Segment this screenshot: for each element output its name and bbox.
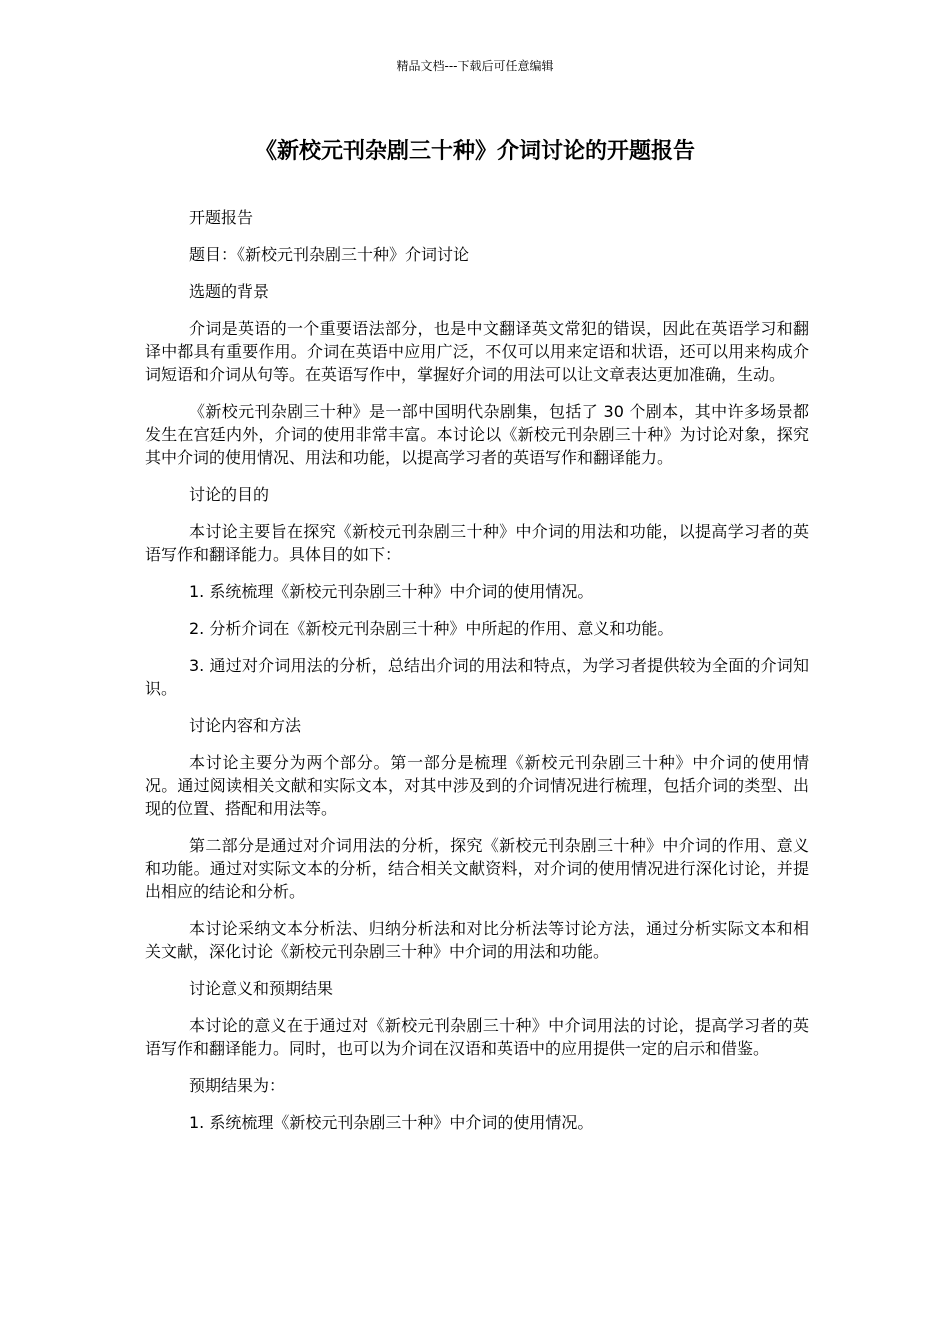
body-paragraph: 第二部分是通过对介词用法的分析，探究《新校元刊杂剧三十种》中介词的作用、意义和功能。通过对实际文本的分析，结合相关文献资料，对介词的使用情况进行深化讨论，并提出相应的结论和分析。 [145, 836, 809, 901]
body-paragraph: 预期结果为： [189, 1076, 286, 1095]
body-paragraph: 《新校元刊杂剧三十种》是一部中国明代杂剧集，包括了 30 个剧本，其中许多场景都发生在宫廷内外，介词的使用非常丰富。本讨论以《新校元刊杂剧三十种》为讨论对象，探究其中介词的使用情况、用法和功能，以提高学习者的英语写作和翻译能力。 [145, 402, 809, 467]
list-item: 2. 分析介词在《新校元刊杂剧三十种》中所起的作用、意义和功能。 [189, 619, 674, 638]
body-paragraph: 本讨论的意义在于通过对《新校元刊杂剧三十种》中介词用法的讨论，提高学习者的英语写作和翻译能力。同时，也可以为介词在汉语和英语中的应用提供一定的启示和借鉴。 [145, 1016, 809, 1058]
section-heading: 讨论内容和方法 [189, 716, 302, 735]
topic-line: 题目：《新校元刊杂剧三十种》介词讨论 [189, 245, 470, 264]
header-note: 精品文档---下载后可任意编辑 [396, 59, 554, 73]
body-paragraph: 介词是英语的一个重要语法部分，也是中文翻译英文常犯的错误，因此在英语学习和翻译中都具有重要作用。介词在英语中应用广泛，不仅可以用来定语和状语，还可以用来构成介词短语和介词从句等。在英语写作中，掌握好介词的用法可以让文章表达更加准确，生动。 [145, 319, 809, 384]
list-item: 1. 系统梳理《新校元刊杂剧三十种》中介词的使用情况。 [189, 582, 594, 601]
section-heading: 讨论的目的 [189, 485, 270, 504]
section-heading: 讨论意义和预期结果 [189, 979, 334, 998]
section-heading: 选题的背景 [189, 282, 270, 301]
body-paragraph: 本讨论主要旨在探究《新校元刊杂剧三十种》中介词的用法和功能，以提高学习者的英语写作和翻译能力。具体目的如下： [145, 522, 809, 564]
section-heading: 开题报告 [189, 208, 254, 227]
document-title: 《新校元刊杂剧三十种》介词讨论的开题报告 [254, 139, 695, 164]
list-item: 1. 系统梳理《新校元刊杂剧三十种》中介词的使用情况。 [189, 1113, 594, 1132]
list-item: 3. 通过对介词用法的分析，总结出介词的用法和特点，为学习者提供较为全面的介词知识。 [145, 656, 809, 698]
body-paragraph: 本讨论主要分为两个部分。第一部分是梳理《新校元刊杂剧三十种》中介词的使用情况。通过阅读相关文献和实际文本，对其中涉及到的介词情况进行梳理，包括介词的类型、出现的位置、搭配和用法等。 [145, 753, 809, 818]
document-body [145, 206, 809, 1148]
body-paragraph: 本讨论采纳文本分析法、归纳分析法和对比分析法等讨论方法，通过分析实际文本和相关文献，深化讨论《新校元刊杂剧三十种》中介词的用法和功能。 [145, 919, 809, 961]
